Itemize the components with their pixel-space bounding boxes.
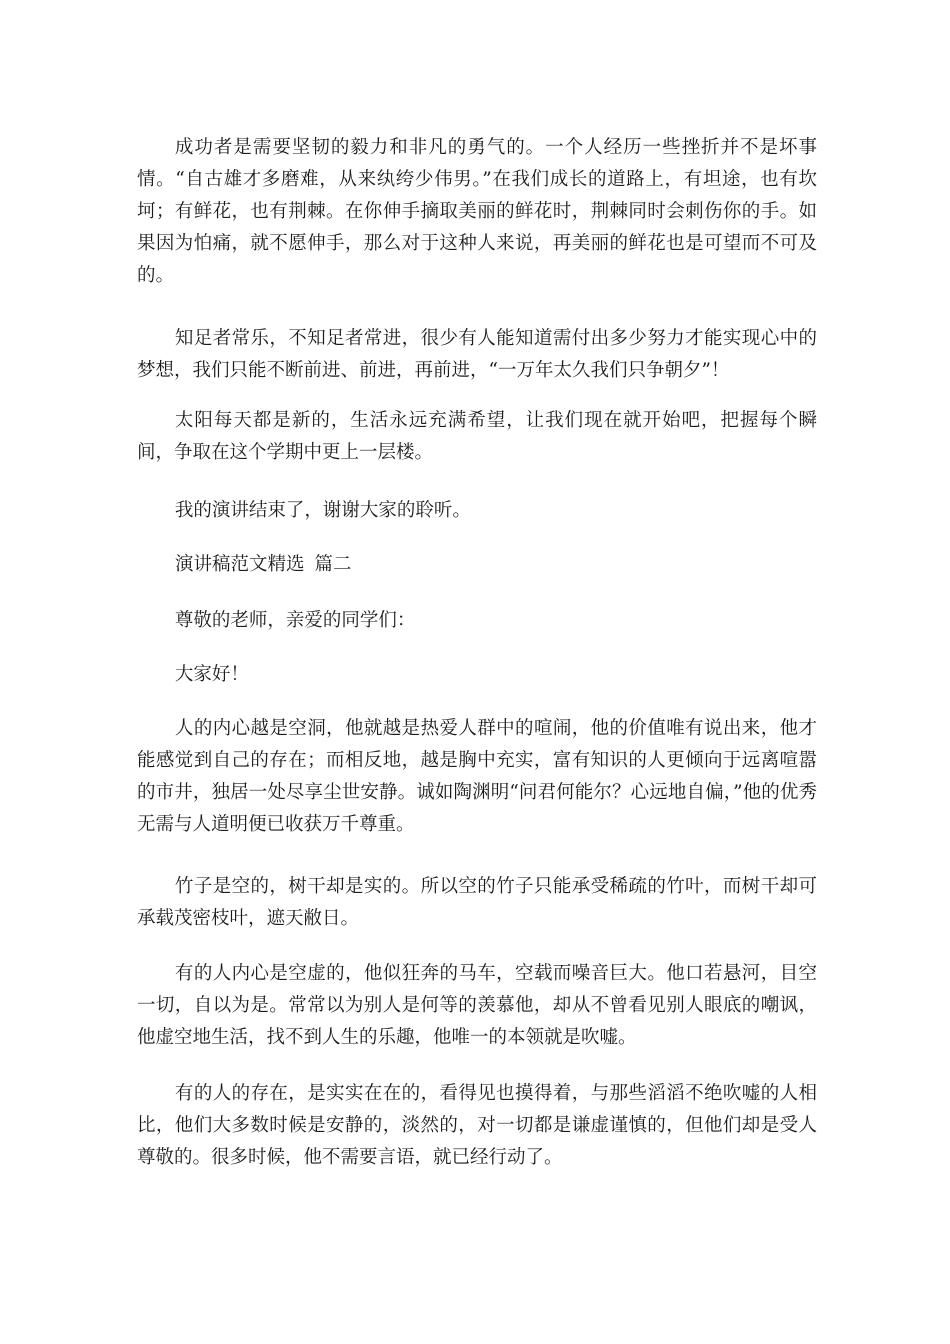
paragraph-greeting-salutation: 尊敬的老师，亲爱的同学们：	[174, 610, 416, 631]
section-heading	[175, 549, 352, 581]
section-subtitle: 篇二	[314, 554, 352, 575]
paragraph-bamboo: 竹子是空的，树干却是实的。所以空的竹子只能承受稀疏的竹叶，而树干却可承载茂密枝叶，遮天敝日。	[137, 876, 817, 929]
section-title: 演讲稿范文精选	[175, 554, 305, 575]
paragraph-contentment: 知足者常乐，不知足者常进，很少有人能知道需付出多少努力才能实现心中的梦想，我们只能不断前进、前进，再前进，“一万年太久我们只争朝夕”！	[137, 328, 817, 381]
paragraph-hollow-heart: 人的内心越是空洞，他就越是热爱人群中的喧闹，他的价值唯有说出来，他才能感觉到自己的存在；而相反地，越是胸中充实，富有知识的人更倾向于远离喧嚣的市井，独居一处尽享尘世安静。诚如陶渊明“问君何能尔？心远地自偏，”他的优秀无需与人道明便已收获万千尊重。	[137, 718, 817, 835]
paragraph-empty-people: 有的人内心是空虚的，他似狂奔的马车，空载而噪音巨大。他口若悬河，目空一切，自以为是。常常以为别人是何等的羡慕他，却从不曾看见别人眼底的嘲讽，他虚空地生活，找不到人生的乐趣，他唯一的本领就是吹嘘。	[137, 963, 817, 1048]
paragraph-speech-end: 我的演讲结束了，谢谢大家的聆听。	[174, 500, 471, 521]
paragraph-sun-new: 太阳每天都是新的，生活永远充满希望，让我们现在就开始吧，把握每个瞬间，争取在这个学期中更上一层楼。	[137, 410, 817, 463]
paragraph-perseverance: 成功者是需要坚韧的毅力和非凡的勇气的。一个人经历一些挫折并不是坏事情。“自古雄才多磨难，从来纨绔少伟男。”在我们成长的道路上，有坦途，也有坎坷；有鲜花，也有荆棘。在你伸手摘取美丽的鲜花时，荆棘同时会刺伤你的手。如果因为怕痛，就不愿伸手，那么对于这种人来说，再美丽的鲜花也是可望而不可及的。	[137, 137, 817, 286]
paragraph-hello: 大家好！	[174, 664, 249, 685]
paragraph-solid-people: 有的人的存在，是实实在在的，看得见也摸得着，与那些滔滔不绝吹嘘的人相比，他们大多数时候是安静的，淡然的，对一切都是谦虚谨慎的，但他们却是受人尊敬的。很多时候，他不需要言语，就已经行动了。	[137, 1083, 817, 1168]
